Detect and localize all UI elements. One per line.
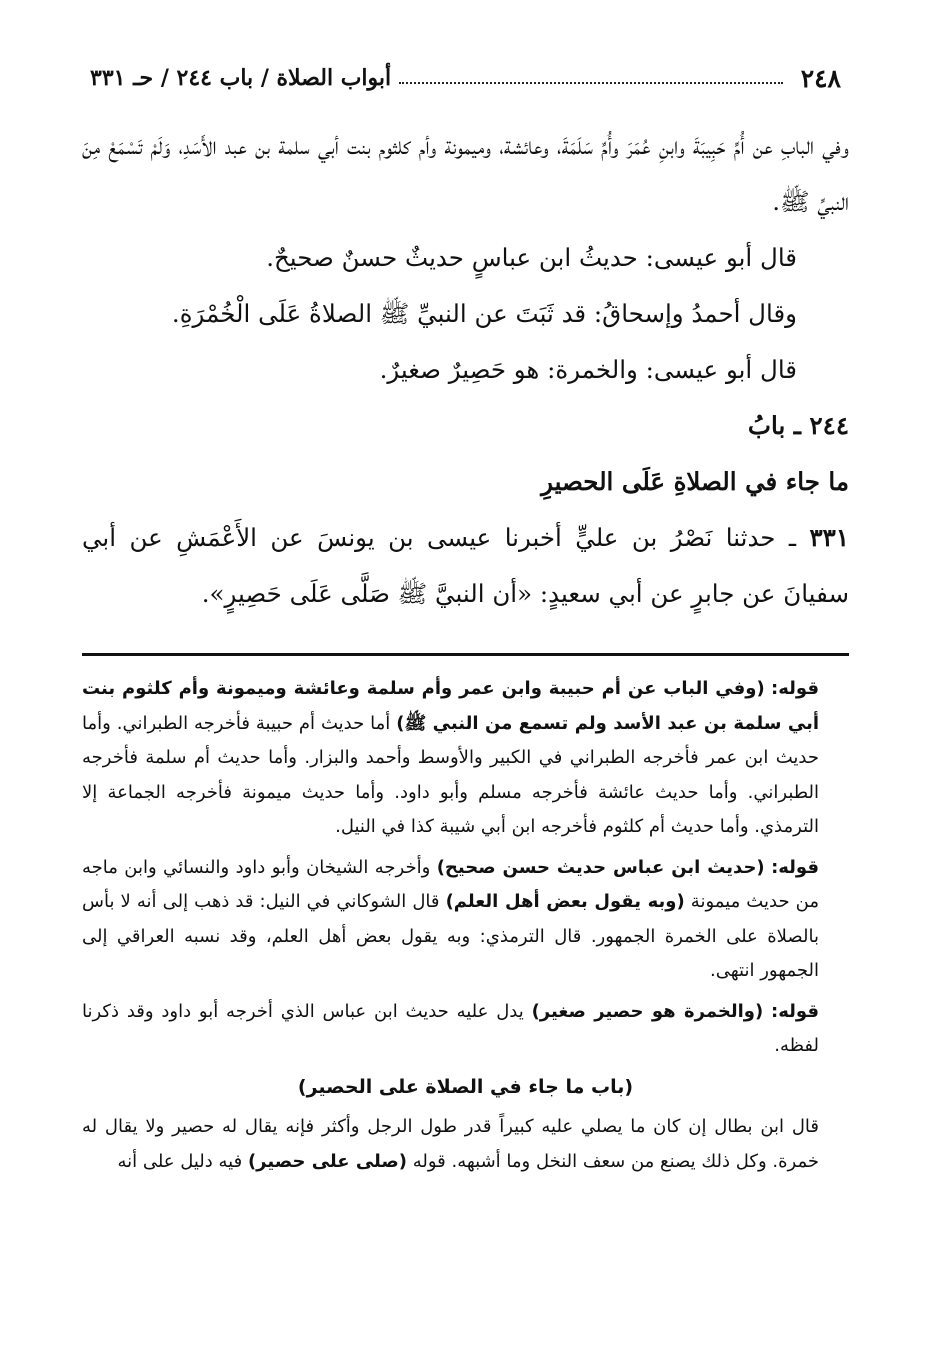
commentary-1-text: أما حديث أم حبيبة فأخرجه الطبراني. وأما حديث ابن عمر فأخرجه الطبراني في الكبير والأوسط وأحمد والبزار. وأما حديث أم سلمة فأخرجه الطبراني. وأما حديث عائشة فأخرجه مسلم وأبو داود. وأما حديث ميمونة فأخرجه الجماعة إلا الترمذي. وأما حديث أم كلثوم فأخرجه ابن أبي شيبة كذا في النيل. [82, 712, 819, 837]
commentary-3-quote: (والخمرة هو حصير صغير) [531, 1000, 764, 1022]
running-title: أبواب الصلاة / باب ٢٤٤ / حـ ٣٣١ [90, 65, 392, 91]
commentary-4-quote: (صلى على حصير) [247, 1150, 407, 1172]
commentary-subheading: (باب ما جاء في الصلاة على الحصير) [297, 1075, 634, 1098]
main-paragraph-1: وفي البابِ عن أُمِّ حَبِيبَةَ وابنِ عُمَرَ وأُمِّ سَلَمَةَ، وعائشة، وميمونة وأم كلثوم بنت أبي سلمة بن عبد الأَسَدِ، وَلَمْ تَسْمَعْ مِنَ النبيِّ ﷺ. [82, 131, 849, 216]
commentary-1-quote: (وفي الباب عن أم حبيبة وابن عمر وأم سلمة وعائشة وميمونة وأم كلثوم بنت أبي سلمة بن عبد الأسد ولم تسمع من النبي ﷺ) [82, 678, 820, 734]
header-dotted-leader [399, 82, 783, 84]
commentary-2-lead: قوله: [771, 856, 820, 878]
chapter-title: ما جاء في الصلاةِ عَلَى الحصيرِ [541, 467, 849, 496]
hadith-text: ـ حدثنا نَصْرُ بن عليٍّ أخبرنا عيسى بن يونسَ عن الأَعْمَشِ عن أبي سفيانَ عن جابرٍ عن أبي سعيدٍ: «أن النبيَّ ﷺ صَلَّى عَلَى حَصِيرٍ». [82, 523, 849, 608]
commentary-4-text-a: قال ابن بطال إن كان ما يصلي عليه كبيراً قدر طول الرجل وأكثر فإنه يقال له حصير ولا يقال له خمرة. وكل ذلك يصنع من سعف النخل وما أشبهه. قوله [82, 1116, 819, 1172]
commentary-3-text: يدل عليه حديث ابن عباس الذي أخرجه أبو داود وقد ذكرنا لفظه. [82, 1000, 819, 1056]
page-header [90, 58, 841, 98]
commentary-2-quote: (حديث ابن عباس حديث حسن صحيح) [436, 856, 765, 878]
commentary-2-mid: وأخرجه الشيخان وأبو داود والنسائي وابن ماجه من حديث ميمونة [82, 856, 819, 912]
hadith-number: ٣٣١ [809, 523, 849, 552]
commentary-paragraph-4 [82, 1110, 849, 1179]
commentary-paragraph-1 [82, 672, 849, 845]
main-paragraph-3: وقال أحمدُ وإسحاقُ: قد ثَبَتَ عن النبيِّ ﷺ الصلاةُ عَلَى الْخُمْرَةِ. [171, 299, 797, 328]
commentary-paragraph-2 [82, 851, 849, 989]
commentary [82, 672, 849, 1185]
commentary-1-lead: قوله: [771, 678, 819, 699]
commentary-paragraph-3 [82, 995, 849, 1064]
commentary-4-text-b: فيه دليل على أنه [117, 1150, 243, 1172]
main-text [82, 118, 849, 622]
main-paragraph-4: قال أبو عيسى: والخمرة: هو حَصِيرٌ صغيرٌ. [379, 355, 797, 384]
page-number: ٢٤٨ [800, 63, 841, 93]
commentary-2-quote-2: (وبه يقول بعض أهل العلم) [445, 891, 685, 912]
main-paragraph-2: قال أبو عيسى: حديثُ ابن عباسٍ حديثٌ حسنٌ صحيحٌ. [266, 243, 797, 272]
commentary-3-lead: قوله: [771, 1000, 819, 1022]
commentary-2-text: قال الشوكاني في النيل: قد ذهب إلى أنه لا بأس بالصلاة على الخمرة الجمهور. قال الترمذي: وبه يقول بعض أهل العلم، وقد نسبه العراقي إلى الجمهور انتهى. [82, 891, 819, 981]
hadith-paragraph [82, 510, 849, 622]
chapter-number: ٢٤٤ ـ بابُ [747, 411, 849, 440]
footnote-separator [82, 653, 849, 656]
